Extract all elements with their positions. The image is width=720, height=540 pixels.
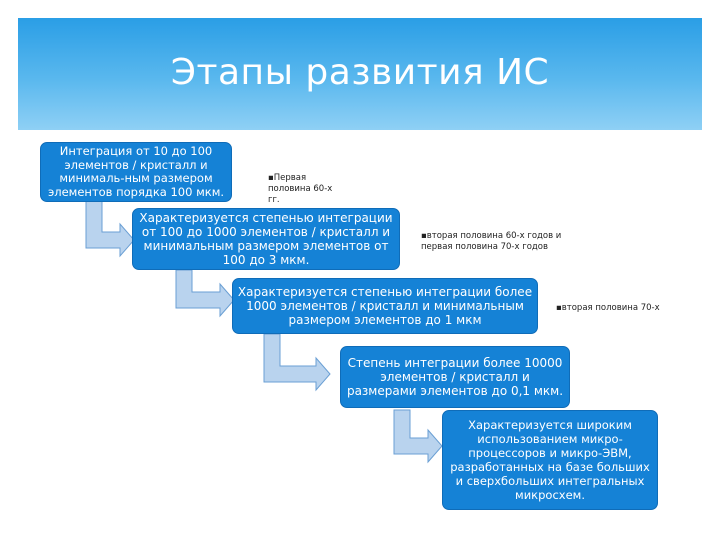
- connector-arrow-3: [264, 334, 330, 390]
- stage-note-1: ▪Первая половина 60-х гг.: [268, 173, 333, 205]
- stage-box-5: Характеризуется широким использованием микро-процессоров и микро-ЭВМ, разработанных на базе больших и сверхбольших интегральных микросхем.: [442, 410, 658, 510]
- stage-note-2: ▪вторая половина 60-х годов и первая половина 70-х годов: [421, 231, 562, 252]
- slide-title: Этапы развития ИС: [170, 52, 550, 93]
- stage-box-4: Степень интеграции более 10000 элементов / кристалл и размерами элементов до 0,1 мкм.: [340, 346, 570, 408]
- stage-note-3: ▪вторая половина 70-х: [556, 303, 660, 313]
- connector-arrow-1: [86, 200, 134, 256]
- stage-box-2: Характеризуется степенью интеграции от 100 до 1000 элементов / кристалл и минимальным размером элементов от 100 до 3 мкм.: [132, 208, 400, 270]
- stage-box-3: Характеризуется степенью интеграции более 1000 элементов / кристалл и минимальным размером элементов до 1 мкм: [232, 278, 538, 334]
- stage-box-1: Интеграция от 10 до 100 элементов / кристалл и минималь-ным размером элементов порядка 100 мкм.: [40, 142, 232, 202]
- connector-arrow-4: [394, 410, 442, 462]
- connector-arrow-2: [176, 270, 234, 316]
